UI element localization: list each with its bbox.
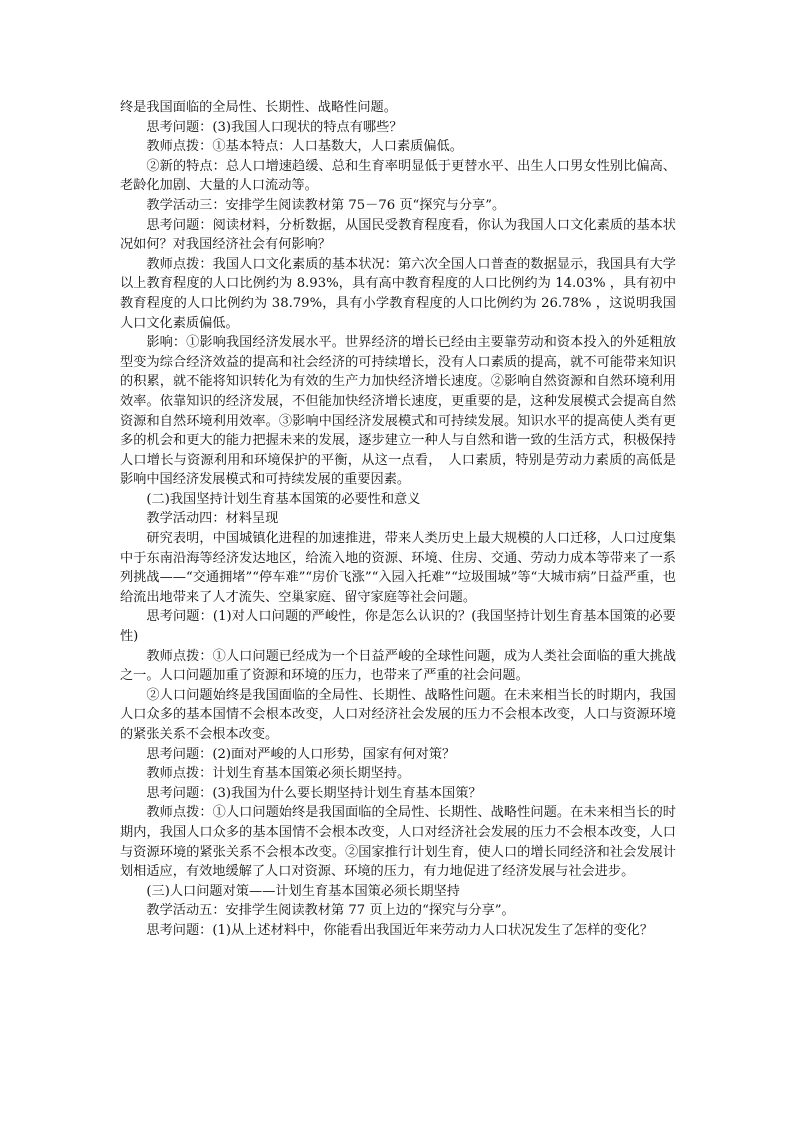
answer-paragraph: 教师点拨：①基本特点：人口基数大，人口素质偏低。: [146, 139, 463, 155]
activity-paragraph: 教学活动四：材料呈现: [146, 511, 279, 527]
section-heading: (二)我国坚持计划生育基本国策的必要性和意义: [146, 491, 421, 507]
answer-paragraph: 教师点拨：①人口问题已经成为一个日益严峻的全球性问题，成为人类社会面临的重大挑战之一。人口问题加重了资源和环境的压力，也带来了严重的社会问题。: [120, 648, 676, 684]
question-paragraph: 思考问题：(1)对人口问题的严峻性，你是怎么认识的？(我国坚持计划生育基本国策的必要性): [120, 609, 676, 645]
section-heading: (三)人口问题对策——计划生育基本国策必须长期坚持: [146, 883, 460, 899]
activity-paragraph: 教学活动三：安排学生阅读教材第 75－76 页“探究与分享”。: [146, 197, 506, 213]
answer-paragraph: 教师点拨：计划生育基本国策必须长期坚持。: [146, 766, 411, 782]
answer-paragraph: ②人口问题始终是我国面临的全局性、长期性、战略性问题。在未来相当长的时期内，我国人口众多的基本国情不会根本改变，人口对经济社会发展的压力不会根本改变，人口与资源环境的紧张关系不会根本改变。: [120, 687, 676, 742]
material-paragraph: 研究表明，中国城镇化进程的加速推进，带来人类历史上最大规模的人口迁移，人口过度集中于东南沿海等经济发达地区，给流入地的资源、环境、住房、交通、劳动力成本等带来了一系列挑战——“交通拥堵”“停车难”“房价飞涨”“入园入托难”“垃圾围城”等“大城市病”日益严重，也给流出地带来了人才流失、空巢家庭、留守家庭等社会问题。: [120, 531, 676, 605]
answer-paragraph: 教师点拨：①人口问题始终是我国面临的全局性、长期性、战略性问题。在未来相当长的时期内，我国人口众多的基本国情不会根本改变，人口对经济社会发展的压力不会根本改变，人口与资源环境的紧张关系不会根本改变。②国家推行计划生育，使人口的增长同经济和社会发展计划相适应，有效地缓解了人口对资源、环境的压力，有力地促进了经济发展与社会进步。: [120, 805, 676, 880]
question-paragraph: 思考问题：(2)面对严峻的人口形势，国家有何对策？: [146, 746, 456, 762]
influence-paragraph: 影响：①影响我国经济发展水平。世界经济的增长已经由主要靠劳动和资本投入的外延粗放型变为综合经济效益的提高和社会经济的可持续增长，没有人口素质的提高，就不可能带来知识的积累，就不能将知识转化为有效的生产力加快经济增长速度。②影响自然资源和自然环境利用效率。依靠知识的经济发展，不但能加快经济增长速度，更重要的是，这种发展模式会提高自然资源和自然环境利用效率。③影响中国经济发展模式和可持续发展。知识水平的提高使人类有更多的机会和更大的能力把握未来的发展，逐步建立一种人与自然和谐一致的生活方式，积极保持人口增长与资源利用和环境保护的平衡，从这一点看， 人口素质，特别是劳动力素质的高低是影响中国经济发展模式和可持续发展的重要因素。: [120, 335, 676, 488]
document-body: [120, 98, 676, 941]
paragraph: 终是我国面临的全局性、长期性、战略性问题。: [120, 100, 397, 115]
question-paragraph: 思考问题：阅读材料，分析数据，从国民受教育程度看，你认为我国人口文化素质的基本状况如何？对我国经济社会有何影响？: [120, 217, 676, 253]
activity-paragraph: 教学活动五：安排学生阅读教材第 77 页上边的“探究与分享”。: [146, 903, 515, 919]
question-paragraph: 思考问题：(3)我国为什么要长期坚持计划生育基本国策？: [146, 785, 482, 801]
answer-paragraph: 教师点拨：我国人口文化素质的基本状况：第六次全国人口普查的数据显示，我国具有大学以上教育程度的人口比例约为 8.93%，具有高中教育程度的人口比例约为 14.03% ，具有初中教育程度的人口比例约为 38.79%，具有小学教育程度的人口比例约为 26.78% ，这说明我国人口文化素质偏低。: [120, 256, 676, 331]
question-paragraph: 思考问题：(3)我国人口现状的特点有哪些？: [146, 119, 403, 135]
answer-paragraph: ②新的特点：总人口增速趋缓、总和生育率明显低于更替水平、出生人口男女性别比偏高、老龄化加剧、大量的人口流动等。: [120, 158, 676, 194]
question-paragraph: 思考问题：(1)从上述材料中，你能看出我国近年来劳动力人口状况发生了怎样的变化？: [146, 922, 654, 938]
